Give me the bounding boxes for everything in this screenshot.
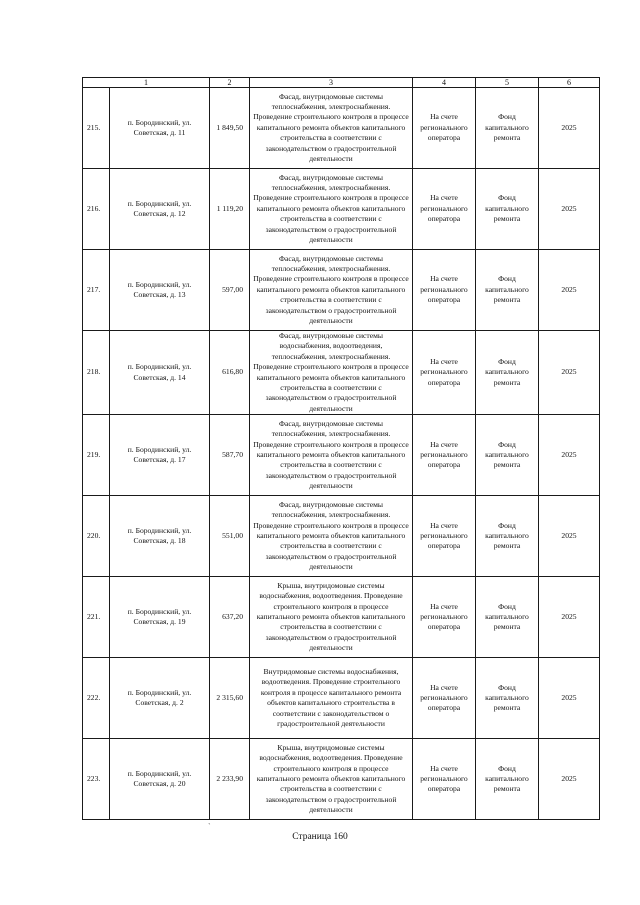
year-cell: 2025 bbox=[539, 250, 600, 331]
year-cell: 2025 bbox=[539, 658, 600, 739]
area-cell: 2 315,60 bbox=[210, 658, 250, 739]
address-cell: п. Бородинский, ул. Советская, д. 12 bbox=[110, 169, 210, 250]
works-description-cell: Крыша, внутридомовые системы водоснабжения, водоотведения. Проведение строительного контроля в процессе капитального ремонта объектов капитального строительства в соответствии с законодательством о градостроительной деятельности bbox=[250, 739, 413, 820]
works-description-cell: Фасад, внутридомовые системы теплоснабжения, электроснабжения. Проведение строительного контроля в процессе капитального ремонта объектов капитального строительства в соответствии с законодательством о градостроительной деятельности bbox=[250, 496, 413, 577]
stray-mark: ` bbox=[208, 822, 211, 831]
works-description-cell: Внутридомовые системы водоснабжения, водоотведения. Проведение строительного контроля в процессе капитального ремонта объектов капитального строительства в соответствии с законодательством о градостроительной деятельности bbox=[250, 658, 413, 739]
address-cell: п. Бородинский, ул. Советская, д. 14 bbox=[110, 331, 210, 415]
works-description-cell: Фасад, внутридомовые системы теплоснабжения, электроснабжения. Проведение строительного контроля в процессе капитального ремонта объектов капитального строительства в соответствии с законодательством о градостроительной деятельности bbox=[250, 88, 413, 169]
account-cell: На счете регионального оператора bbox=[413, 331, 476, 415]
account-cell: На счете регионального оператора bbox=[413, 415, 476, 496]
year-cell: 2025 bbox=[539, 577, 600, 658]
header-cell-4: 4 bbox=[413, 78, 476, 88]
address-cell: п. Бородинский, ул. Советская, д. 18 bbox=[110, 496, 210, 577]
table-row bbox=[83, 331, 600, 415]
row-number: 223. bbox=[83, 739, 110, 820]
header-cell-2: 2 bbox=[210, 78, 250, 88]
works-description-cell: Фасад, внутридомовые системы водоснабжения, водоотведения, теплоснабжения, электроснабжения. Проведение строительного контроля в процессе капитального ремонта объектов капитального строительства в соответствии с законодательством о градостроительной деятельности bbox=[250, 331, 413, 415]
funding-source-cell: Фонд капитального ремонта bbox=[476, 331, 539, 415]
account-cell: На счете регионального оператора bbox=[413, 88, 476, 169]
year-cell: 2025 bbox=[539, 331, 600, 415]
header-cell-1: 1 bbox=[83, 78, 210, 88]
works-table bbox=[82, 77, 600, 820]
header-row bbox=[83, 78, 600, 88]
works-description-cell: Фасад, внутридомовые системы теплоснабжения, электроснабжения. Проведение строительного контроля в процессе капитального ремонта объектов капитального строительства в соответствии с законодательством о градостроительной деятельности bbox=[250, 169, 413, 250]
area-cell: 587,70 bbox=[210, 415, 250, 496]
funding-source-cell: Фонд капитального ремонта bbox=[476, 577, 539, 658]
row-number: 217. bbox=[83, 250, 110, 331]
area-cell: 597,00 bbox=[210, 250, 250, 331]
year-cell: 2025 bbox=[539, 415, 600, 496]
header-cell-5: 5 bbox=[476, 78, 539, 88]
table-row bbox=[83, 496, 600, 577]
area-cell: 1 849,50 bbox=[210, 88, 250, 169]
table-row bbox=[83, 169, 600, 250]
funding-source-cell: Фонд капитального ремонта bbox=[476, 169, 539, 250]
year-cell: 2025 bbox=[539, 496, 600, 577]
account-cell: На счете регионального оператора bbox=[413, 169, 476, 250]
row-number: 222. bbox=[83, 658, 110, 739]
address-cell: п. Бородинский, ул. Советская, д. 11 bbox=[110, 88, 210, 169]
area-cell: 2 233,90 bbox=[210, 739, 250, 820]
account-cell: На счете регионального оператора bbox=[413, 658, 476, 739]
funding-source-cell: Фонд капитального ремонта bbox=[476, 88, 539, 169]
table-row bbox=[83, 88, 600, 169]
row-number: 215. bbox=[83, 88, 110, 169]
account-cell: На счете регионального оператора bbox=[413, 250, 476, 331]
address-cell: п. Бородинский, ул. Советская, д. 17 bbox=[110, 415, 210, 496]
area-cell: 551,00 bbox=[210, 496, 250, 577]
year-cell: 2025 bbox=[539, 739, 600, 820]
works-description-cell: Фасад, внутридомовые системы теплоснабжения, электроснабжения. Проведение строительного контроля в процессе капитального ремонта объектов капитального строительства в соответствии с законодательством о градостроительной деятельности bbox=[250, 415, 413, 496]
funding-source-cell: Фонд капитального ремонта bbox=[476, 415, 539, 496]
account-cell: На счете регионального оператора bbox=[413, 739, 476, 820]
table-row bbox=[83, 415, 600, 496]
year-cell: 2025 bbox=[539, 88, 600, 169]
area-cell: 1 119,20 bbox=[210, 169, 250, 250]
row-number: 218. bbox=[83, 331, 110, 415]
year-cell: 2025 bbox=[539, 169, 600, 250]
address-cell: п. Бородинский, ул. Советская, д. 13 bbox=[110, 250, 210, 331]
row-number: 216. bbox=[83, 169, 110, 250]
funding-source-cell: Фонд капитального ремонта bbox=[476, 658, 539, 739]
page-number: Страница 160 bbox=[292, 832, 348, 842]
header-cell-6: 6 bbox=[539, 78, 600, 88]
account-cell: На счете регионального оператора bbox=[413, 496, 476, 577]
table-row bbox=[83, 577, 600, 658]
area-cell: 637,20 bbox=[210, 577, 250, 658]
address-cell: п. Бородинский, ул. Советская, д. 19 bbox=[110, 577, 210, 658]
works-description-cell: Крыша, внутридомовые системы водоснабжения, водоотведения. Проведение строительного контроля в процессе капитального ремонта объектов капитального строительства в соответствии с законодательством о градостроительной деятельности bbox=[250, 577, 413, 658]
address-cell: п. Бородинский, ул. Советская, д. 2 bbox=[110, 658, 210, 739]
table-row bbox=[83, 250, 600, 331]
works-description-cell: Фасад, внутридомовые системы теплоснабжения, электроснабжения. Проведение строительного контроля в процессе капитального ремонта объектов капитального строительства в соответствии с законодательством о градостроительной деятельности bbox=[250, 250, 413, 331]
table-row bbox=[83, 658, 600, 739]
header-cell-3: 3 bbox=[250, 78, 413, 88]
row-number: 220. bbox=[83, 496, 110, 577]
row-number: 221. bbox=[83, 577, 110, 658]
area-cell: 616,80 bbox=[210, 331, 250, 415]
account-cell: На счете регионального оператора bbox=[413, 577, 476, 658]
table-body bbox=[83, 88, 600, 820]
funding-source-cell: Фонд капитального ремонта bbox=[476, 739, 539, 820]
funding-source-cell: Фонд капитального ремонта bbox=[476, 250, 539, 331]
row-number: 219. bbox=[83, 415, 110, 496]
address-cell: п. Бородинский, ул. Советская, д. 20 bbox=[110, 739, 210, 820]
table-row bbox=[83, 739, 600, 820]
funding-source-cell: Фонд капитального ремонта bbox=[476, 496, 539, 577]
